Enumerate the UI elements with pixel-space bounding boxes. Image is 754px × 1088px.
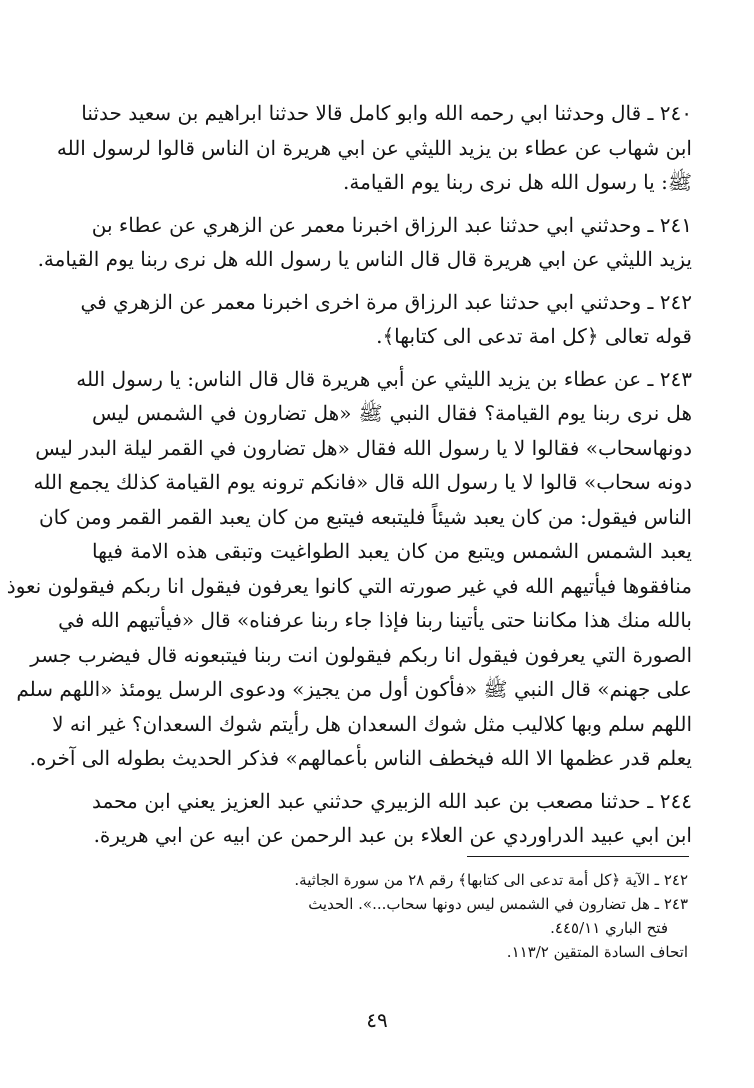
- footnotes: [160, 868, 688, 964]
- text-line: يعلم قدر عظمها الا الله فيخطف الناس بأعمالهم» فذكر الحديث بطوله الى آخره.: [29, 746, 692, 770]
- footnote-243-ref-1: فتح الباري ٤٤٥/١١.: [550, 919, 668, 937]
- hadith-240: [56, 96, 692, 200]
- text-line: على جهنم» قال النبي ﷺ «فأكون أول من يجيز» ودعوى الرسل يومئذ «اللهم سلم: [16, 677, 692, 701]
- text-line: ﷺ: يا رسول الله هل نرى ربنا يوم القيامة.: [343, 170, 692, 194]
- text-line: ٢٤٤ ـ حدثنا مصعب بن عبد الله الزبيري حدثني عبد العزيز يعني ابن محمد: [92, 788, 692, 813]
- text-line: بالله منك هذا مكاننا حتى يأتينا ربنا فإذا جاء ربنا عرفناه» قال «فيأتيهم الله في: [58, 608, 692, 632]
- text-line: ٢٤٠ ـ قال وحدثنا ابي رحمه الله وابو كامل قالا حدثنا ابراهيم بن سعيد حدثنا: [81, 101, 692, 125]
- text-line: ٢٤٢ ـ وحدثني ابي حدثنا عبد الرزاق مرة اخرى اخبرنا معمر عن الزهري في: [80, 289, 692, 314]
- text-line: الصورة التي يعرفون فيقول انا ربكم فيقولون انت ربنا فيتبعونه قال فيضرب جسر: [30, 642, 692, 667]
- text-line: ٢٤١ ـ وحدثني ابي حدثنا عبد الرزاق اخبرنا معمر عن الزهري عن عطاء بن: [91, 212, 692, 237]
- main-text: [6, 96, 692, 861]
- footnote-divider: [467, 856, 689, 857]
- text-line: ٢٤٣ ـ عن عطاء بن يزيد الليثي عن أبي هريرة قال قال الناس: يا رسول الله: [76, 366, 692, 391]
- hadith-241: [37, 208, 692, 277]
- page-number: ٤٩: [366, 1008, 388, 1032]
- text-line: يزيد الليثي عن ابي هريرة قال قال الناس يا رسول الله هل نرى ربنا يوم القيامة.: [37, 247, 692, 271]
- footnote-243: ٢٤٣ ـ هل تضارون في الشمس ليس دونها سحاب...». الحديث: [308, 895, 688, 913]
- text-line: ابن ابي عبيد الدراوردي عن العلاء بن عبد الرحمن عن ابيه عن ابي هريرة.: [93, 823, 692, 847]
- footnote-243-ref-2: اتحاف السادة المتقين ١١٣/٢.: [506, 943, 688, 961]
- text-line: ابن شهاب عن عطاء بن يزيد الليثي عن ابي هريرة ان الناس قالوا لرسول الله: [56, 135, 692, 160]
- text-line: منافقوها فيأتيهم الله في غير صورته التي كانوا يعرفون فيقول انا ربكم فيقولون نعوذ: [6, 573, 692, 598]
- hadith-243: [6, 362, 692, 776]
- text-line: هل نرى ربنا يوم القيامة؟ فقال النبي ﷺ «هل تضارون في الشمس ليس: [92, 401, 692, 425]
- text-line: دونهاسحاب» فقالوا لا يا رسول الله فقال «هل تضارون في القمر ليلة البدر ليس: [35, 435, 692, 460]
- text-line: الناس فيقول: من كان يعبد شيئاً فليتبعه فيتبع من كان يعبد القمر القمر ومن كان: [38, 504, 692, 529]
- text-line: دونه سحاب» قالوا لا يا رسول الله قال «فانكم ترونه يوم القيامة كذلك يجمع الله: [33, 470, 692, 494]
- hadith-242: [80, 285, 692, 354]
- footnote-242: ٢٤٢ ـ الآية ﴿كل أمة تدعى الى كتابها﴾ رقم ٢٨ من سورة الجاثية.: [294, 871, 688, 889]
- text-line: اللهم سلم وبها كلاليب مثل شوك السعدان هل رأيتم شوك السعدان؟ غير انه لا: [52, 711, 692, 736]
- hadith-244: [92, 784, 692, 853]
- text-line: قوله تعالى ﴿كل امة تدعى الى كتابها﴾.: [376, 324, 692, 348]
- text-line: يعبد الشمس الشمس ويتبع من كان يعبد الطواغيت وتبقى هذه الامة فيها: [92, 539, 692, 563]
